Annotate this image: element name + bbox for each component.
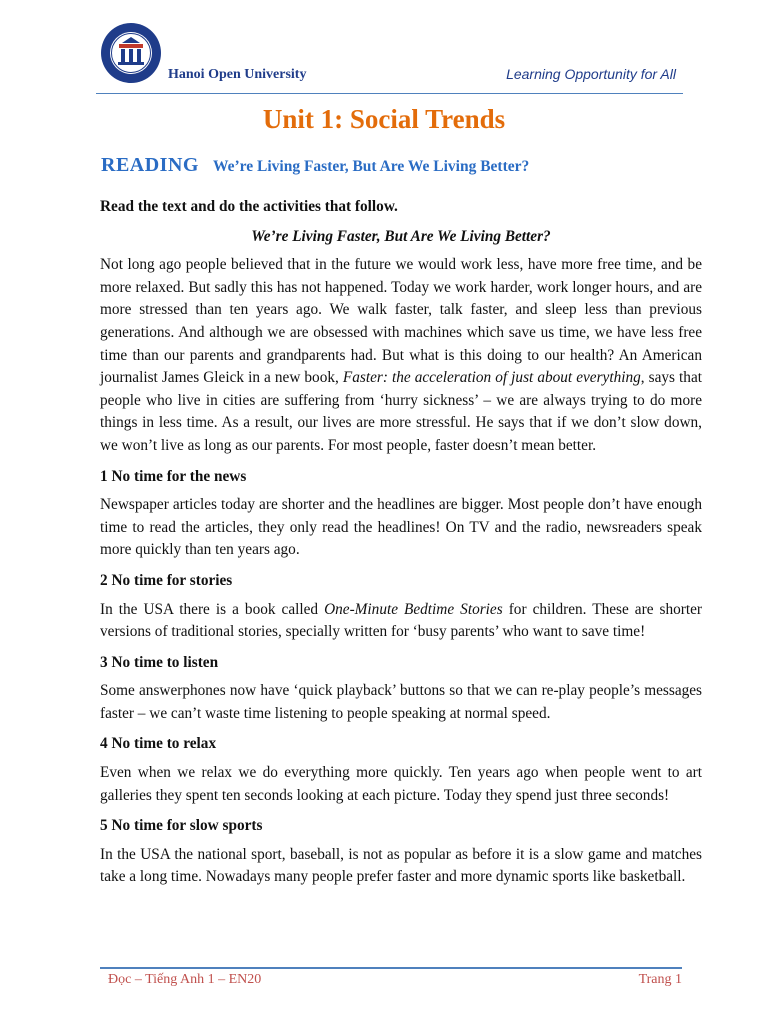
instruction: Read the text and do the activities that follow. (100, 198, 398, 215)
section-heading-relax: 4 No time to relax (100, 735, 217, 753)
footer-page-number: Trang 1 (638, 972, 682, 987)
reading-subtitle: We’re Living Faster, But Are We Living Better? (212, 158, 530, 175)
section-heading-stories: 2 No time for stories (100, 571, 233, 589)
section-text-relax: Even when we relax we do everything more quickly. Ten years ago when people went to art galleries they spent ten seconds looking at each picture. Today they spend just three seconds! (100, 764, 702, 804)
intro-book-title: Faster: the acceleration of just about everything (342, 369, 641, 387)
header-divider (96, 93, 683, 94)
page-header (0, 0, 768, 100)
stories-text-after: for children. These are shorter versions of traditional stories, specially written for ‘busy parents’ who want to save time! (100, 600, 702, 641)
intro-text-part2: , says that people who live in cities are suffering from ‘hurry sickness’ – we are always trying to do more things in less time. As a result, our lives are more stressful. He says that if we don’t slow down, we won’t live as long as our parents. For most people, faster doesn’t mean better. (100, 369, 702, 454)
intro-paragraph (100, 254, 702, 457)
section-heading-listen: 3 No time to listen (100, 653, 219, 671)
footer-course: Đọc – Tiếng Anh 1 – EN20 (108, 972, 262, 987)
text-title: We’re Living Faster, But Are We Living Better? (251, 227, 551, 245)
stories-book-title: One-Minute Bedtime Stories (324, 600, 503, 618)
reading-heading (101, 154, 529, 177)
section-text-sports: In the USA the national sport, baseball, is not as popular as before it is a slow game and matches take a long time. Nowadays many people prefer faster and more dynamic sports like basketball. (100, 845, 702, 886)
reading-content (100, 196, 702, 897)
stories-text-before: In the USA there is a book called (100, 600, 325, 618)
section-heading-sports: 5 No time for slow sports (100, 817, 263, 835)
university-name: Hanoi Open University (168, 67, 307, 82)
footer-divider (100, 967, 682, 969)
intro-text-part1: Not long ago people believed that in the future we would work less, have more free time, and be more relaxed. But sadly this has not happened. Today we work harder, work longer hours, and are more stressed than ten years ago. We walk faster, talk faster, and sleep less than previous generations. And although we are obsessed with machines which save us time, we have less free time than our parents and grandparents had. But what is this doing to our health? An American journalist James Gleick in a new book, (100, 256, 702, 387)
reading-label: READING (101, 154, 199, 176)
unit-title: Unit 1: Social Trends (262, 104, 506, 134)
section-text-listen: Some answerphones now have ‘quick playback’ buttons so that we can re-play people’s messages faster – we can’t waste time listening to people speaking at normal speed. (100, 682, 702, 722)
university-slogan: Learning Opportunity for All (506, 66, 676, 82)
section-heading-news: 1 No time for the news (100, 467, 247, 485)
university-seal-icon (100, 22, 162, 84)
section-text-news: Newspaper articles today are shorter and the headlines are bigger. Most people don’t have enough time to read the articles, they only read the headlines! On TV and the radio, newsreaders speak more quickly than ten years ago. (100, 496, 702, 559)
section-text-stories (100, 599, 702, 644)
